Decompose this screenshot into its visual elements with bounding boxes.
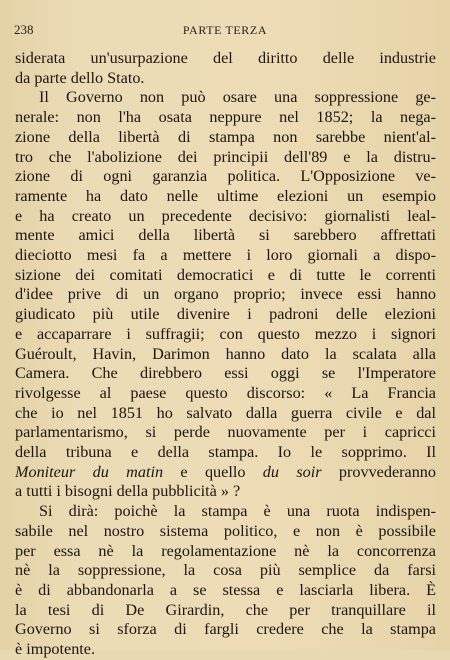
text-line: giudicato più utile divenire i padroni delle elezioni bbox=[15, 305, 436, 324]
paragraph bbox=[15, 49, 436, 88]
text-line: da parte dello Stato. bbox=[15, 68, 145, 87]
text-line: dieciotto mesi fa a mettere i loro giornali a dispo- bbox=[15, 246, 436, 265]
text-line: Guéroult, Havin, Darimon hanno dato la scalata alla bbox=[15, 344, 436, 363]
text-line: mente amici della libertà si sarebbero affrettati bbox=[15, 226, 436, 245]
text-line: Governo si sforza di fargli credere che la stampa bbox=[15, 620, 436, 639]
text-line: siderata un'usurpazione del diritto delle industrie bbox=[15, 49, 436, 67]
text-line: d'idee prive di un organo proprio; invece essi hanno bbox=[15, 285, 436, 304]
text-line: parlamentarismo, si perde nuovamente per i capricci bbox=[15, 423, 436, 442]
running-head bbox=[14, 22, 436, 38]
text-line: della tribuna e della stampa. Io le sopprimo. Il bbox=[15, 443, 436, 462]
text-line: e accaparrare i suffragii; con questo mezzo i signori bbox=[15, 324, 436, 343]
paragraph bbox=[15, 88, 436, 502]
text-line: e ha creato un precedente decisivo: giornalisti leal- bbox=[15, 206, 436, 225]
text-line: rivolgesse al paese questo discorso: « La Francia bbox=[15, 383, 436, 402]
text-line: nè la soppressione, la cosa più semplice da farsi bbox=[15, 561, 436, 580]
text-line: nerale: non l'ha osata neppure nel 1852; la nega- bbox=[15, 108, 436, 127]
text-line: Si dirà: poichè la stampa è una ruota indispen- bbox=[39, 502, 436, 521]
text-line: ramente ha dato nelle ultime elezioni un esempio bbox=[15, 186, 436, 205]
text-line: Il Governo non può osare una soppressione ge- bbox=[39, 88, 436, 107]
text-line: che io nel 1851 ho salvato dalla guerra civile e dal bbox=[15, 403, 436, 422]
text-line: tro che l'abolizione dei principii dell'89 e la distru- bbox=[15, 147, 436, 166]
body-text bbox=[15, 49, 436, 660]
text-line: sabile nel nostro sistema politico, e non è possibile bbox=[15, 521, 436, 540]
text-line: la tesi di De Girardin, che per tranquillare il bbox=[15, 600, 436, 619]
text-line: è impotente. bbox=[15, 640, 96, 659]
section-title: PARTE TERZA bbox=[182, 23, 268, 37]
text-line: Camera. Che direbbero essi oggi se l'Imperatore bbox=[15, 364, 436, 383]
text-line: zione di ogni garanzia politica. L'Opposizione ve- bbox=[15, 167, 436, 186]
text-line: è di abbandonarla a se stessa e lasciarla libera. È bbox=[15, 580, 436, 599]
page-number: 238 bbox=[14, 22, 34, 37]
text-line: sizione dei comitati democratici e di tutte le correnti bbox=[15, 265, 436, 284]
text-line: Moniteur du matin e quello du soir provvederanno bbox=[15, 462, 436, 481]
text-line: zione della libertà di stampa non sarebbe nient'al- bbox=[15, 127, 436, 146]
paragraph bbox=[15, 502, 436, 660]
text-line: per essa nè la regolamentazione nè la concorrenza bbox=[15, 541, 436, 560]
text-line: a tutti i bisogni della pubblicità » ? bbox=[15, 482, 241, 501]
